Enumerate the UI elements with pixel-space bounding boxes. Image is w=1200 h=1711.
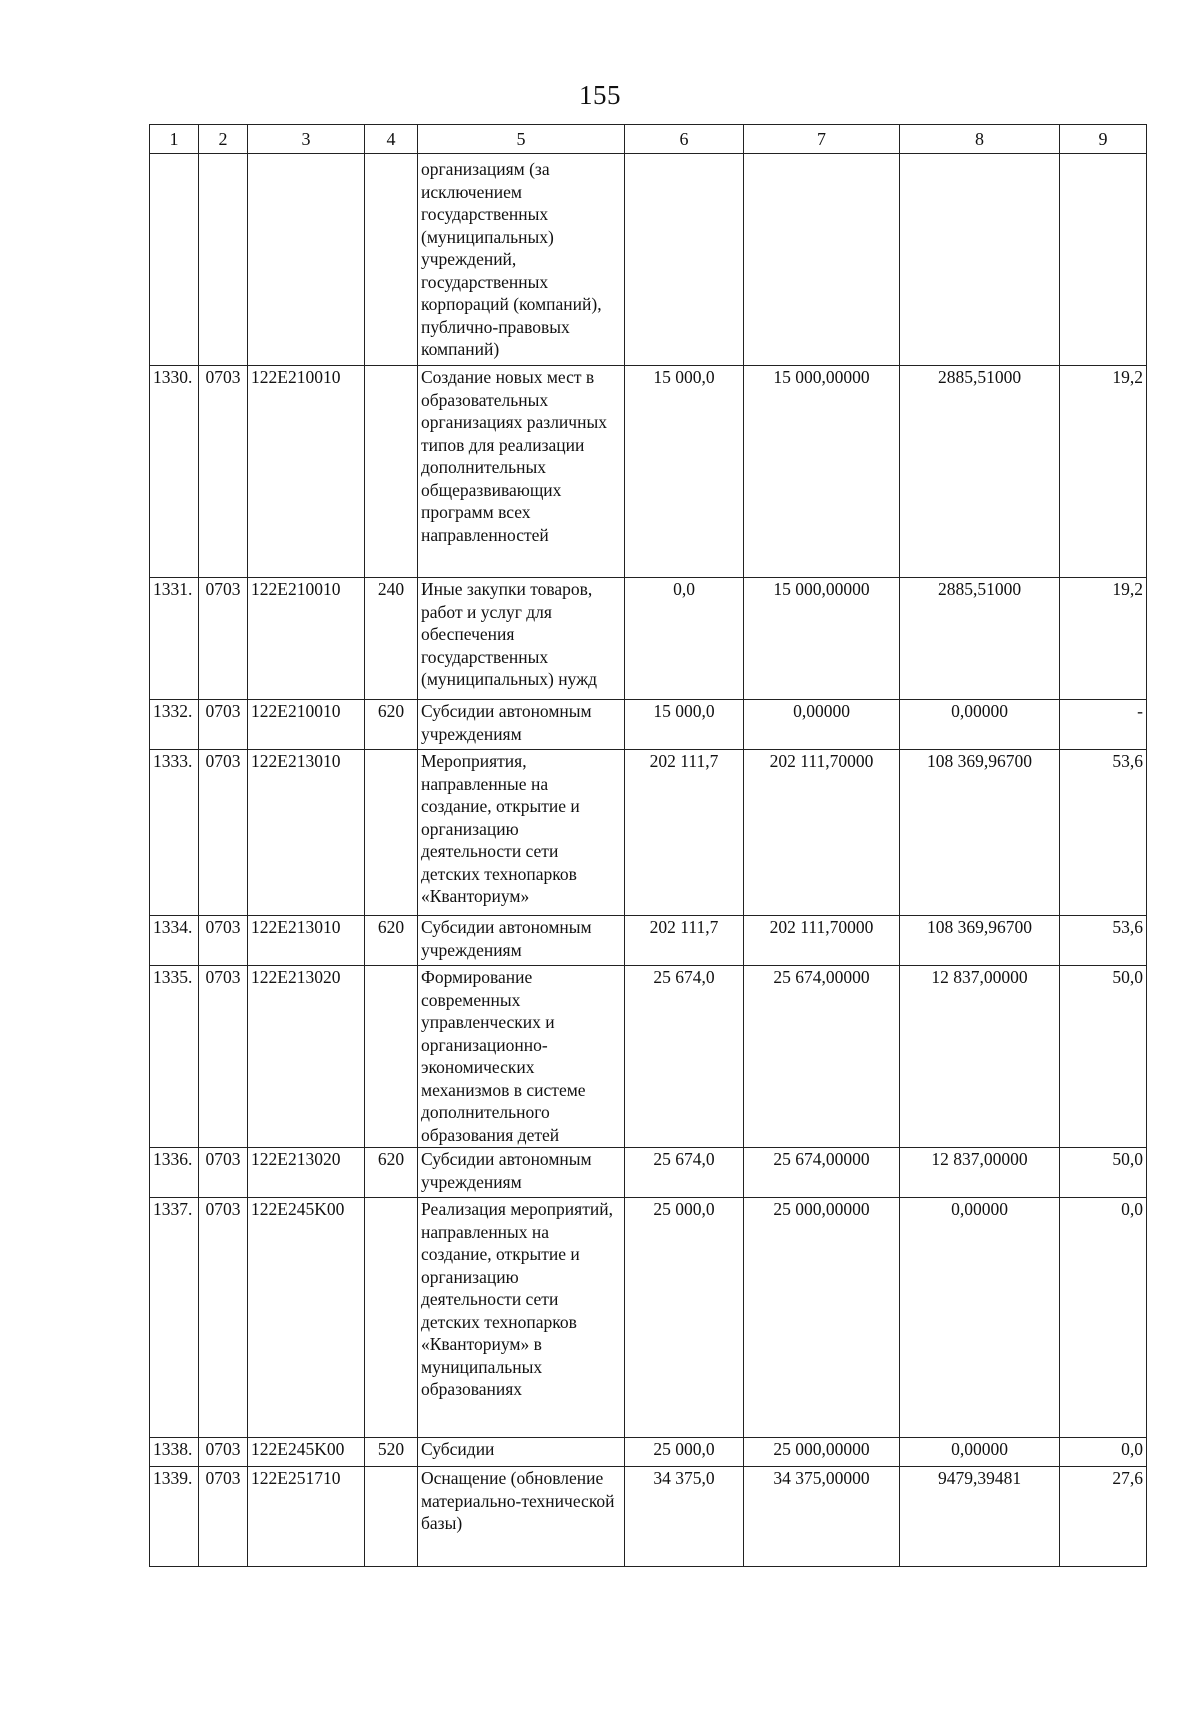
target-code: 122E213010 <box>248 916 365 966</box>
target-code: 122E210010 <box>248 700 365 750</box>
col-6-value: 15 000,0 <box>625 700 744 750</box>
col-7-value: 15 000,00000 <box>744 366 900 578</box>
expense-type-code <box>365 966 418 1148</box>
item-name: организациям (за исключением государственных (муниципальных) учреждений, государственных корпораций (компаний), публично-правовых компаний) <box>418 154 625 366</box>
header-row <box>150 125 1147 154</box>
header-cell: 4 <box>365 125 418 154</box>
target-code <box>248 154 365 366</box>
col-9-percent: 27,6 <box>1060 1467 1147 1567</box>
item-name: Субсидии <box>418 1438 625 1467</box>
table-row <box>150 1148 1147 1198</box>
table-row <box>150 154 1147 366</box>
col-8-value: 12 837,00000 <box>900 1148 1060 1198</box>
col-8-value: 0,00000 <box>900 1438 1060 1467</box>
table-row <box>150 1467 1147 1567</box>
target-code: 122E213010 <box>248 750 365 916</box>
col-7-value: 34 375,00000 <box>744 1467 900 1567</box>
row-number: 1337. <box>150 1198 199 1438</box>
table-row <box>150 966 1147 1148</box>
col-9-percent: 50,0 <box>1060 966 1147 1148</box>
row-number: 1331. <box>150 578 199 700</box>
table-row <box>150 750 1147 916</box>
row-number: 1336. <box>150 1148 199 1198</box>
header-cell: 5 <box>418 125 625 154</box>
col-9-percent: 19,2 <box>1060 366 1147 578</box>
section-code: 0703 <box>199 1198 248 1438</box>
header-cell: 7 <box>744 125 900 154</box>
section-code: 0703 <box>199 966 248 1148</box>
col-7-value <box>744 154 900 366</box>
expense-type-code: 520 <box>365 1438 418 1467</box>
expense-type-code: 620 <box>365 700 418 750</box>
col-7-value: 202 111,70000 <box>744 750 900 916</box>
col-7-value: 25 000,00000 <box>744 1198 900 1438</box>
col-8-value: 108 369,96700 <box>900 916 1060 966</box>
col-6-value: 0,0 <box>625 578 744 700</box>
expense-type-code <box>365 1467 418 1567</box>
col-8-value: 0,00000 <box>900 700 1060 750</box>
row-number <box>150 154 199 366</box>
row-number: 1334. <box>150 916 199 966</box>
row-number: 1338. <box>150 1438 199 1467</box>
col-8-value: 2885,51000 <box>900 578 1060 700</box>
table-row <box>150 1198 1147 1438</box>
header-cell: 1 <box>150 125 199 154</box>
table-row <box>150 916 1147 966</box>
col-6-value: 15 000,0 <box>625 366 744 578</box>
expense-type-code <box>365 366 418 578</box>
section-code: 0703 <box>199 578 248 700</box>
item-name: Мероприятия, направленные на создание, открытие и организацию деятельности сети детских технопарков «Кванториум» <box>418 750 625 916</box>
col-8-value: 12 837,00000 <box>900 966 1060 1148</box>
expense-type-code: 620 <box>365 1148 418 1198</box>
col-6-value: 202 111,7 <box>625 750 744 916</box>
col-9-percent: 53,6 <box>1060 750 1147 916</box>
row-number: 1332. <box>150 700 199 750</box>
item-name: Создание новых мест в образовательных организациях различных типов для реализации дополнительных общеразвивающих программ всех направленностей <box>418 366 625 578</box>
col-7-value: 15 000,00000 <box>744 578 900 700</box>
item-name: Реализация мероприятий, направленных на создание, открытие и организацию деятельности сети детских технопарков «Кванториум» в муниципальных образованиях <box>418 1198 625 1438</box>
row-number: 1330. <box>150 366 199 578</box>
section-code: 0703 <box>199 916 248 966</box>
col-6-value: 25 674,0 <box>625 966 744 1148</box>
col-7-value: 25 674,00000 <box>744 1148 900 1198</box>
col-9-percent: - <box>1060 700 1147 750</box>
col-8-value: 0,00000 <box>900 1198 1060 1438</box>
item-name: Формирование современных управленческих и организационно-экономических механизмов в системе дополнительного образования детей <box>418 966 625 1148</box>
section-code: 0703 <box>199 700 248 750</box>
table-row <box>150 366 1147 578</box>
expense-type-code <box>365 154 418 366</box>
budget-table <box>149 124 1147 1567</box>
col-7-value: 25 000,00000 <box>744 1438 900 1467</box>
section-code: 0703 <box>199 1148 248 1198</box>
item-name: Иные закупки товаров, работ и услуг для обеспечения государственных (муниципальных) нужд <box>418 578 625 700</box>
header-cell: 9 <box>1060 125 1147 154</box>
row-number: 1339. <box>150 1467 199 1567</box>
target-code: 122E213020 <box>248 1148 365 1198</box>
col-7-value: 25 674,00000 <box>744 966 900 1148</box>
expense-type-code <box>365 1198 418 1438</box>
section-code: 0703 <box>199 1438 248 1467</box>
col-6-value: 202 111,7 <box>625 916 744 966</box>
item-name: Субсидии автономным учреждениям <box>418 700 625 750</box>
target-code: 122E245K00 <box>248 1438 365 1467</box>
target-code: 122E210010 <box>248 578 365 700</box>
item-name: Субсидии автономным учреждениям <box>418 1148 625 1198</box>
item-name: Оснащение (обновление материально-технической базы) <box>418 1467 625 1567</box>
header-cell: 2 <box>199 125 248 154</box>
section-code: 0703 <box>199 366 248 578</box>
table-row <box>150 1438 1147 1467</box>
col-9-percent: 19,2 <box>1060 578 1147 700</box>
section-code <box>199 154 248 366</box>
col-8-value: 108 369,96700 <box>900 750 1060 916</box>
expense-type-code: 240 <box>365 578 418 700</box>
section-code: 0703 <box>199 1467 248 1567</box>
col-9-percent <box>1060 154 1147 366</box>
col-9-percent: 0,0 <box>1060 1198 1147 1438</box>
col-9-percent: 50,0 <box>1060 1148 1147 1198</box>
target-code: 122E213020 <box>248 966 365 1148</box>
page-number: 155 <box>579 80 621 110</box>
table-row <box>150 700 1147 750</box>
col-6-value: 25 000,0 <box>625 1438 744 1467</box>
row-number: 1333. <box>150 750 199 916</box>
target-code: 122E210010 <box>248 366 365 578</box>
col-7-value: 0,00000 <box>744 700 900 750</box>
expense-type-code <box>365 750 418 916</box>
target-code: 122E245K00 <box>248 1198 365 1438</box>
col-7-value: 202 111,70000 <box>744 916 900 966</box>
header-cell: 3 <box>248 125 365 154</box>
col-6-value: 25 674,0 <box>625 1148 744 1198</box>
col-6-value: 25 000,0 <box>625 1198 744 1438</box>
col-6-value <box>625 154 744 366</box>
col-6-value: 34 375,0 <box>625 1467 744 1567</box>
item-name: Субсидии автономным учреждениям <box>418 916 625 966</box>
col-9-percent: 0,0 <box>1060 1438 1147 1467</box>
table-row <box>150 578 1147 700</box>
header-cell: 8 <box>900 125 1060 154</box>
col-8-value: 9479,39481 <box>900 1467 1060 1567</box>
header-cell: 6 <box>625 125 744 154</box>
row-number: 1335. <box>150 966 199 1148</box>
col-8-value <box>900 154 1060 366</box>
col-9-percent: 53,6 <box>1060 916 1147 966</box>
col-8-value: 2885,51000 <box>900 366 1060 578</box>
target-code: 122E251710 <box>248 1467 365 1567</box>
section-code: 0703 <box>199 750 248 916</box>
expense-type-code: 620 <box>365 916 418 966</box>
